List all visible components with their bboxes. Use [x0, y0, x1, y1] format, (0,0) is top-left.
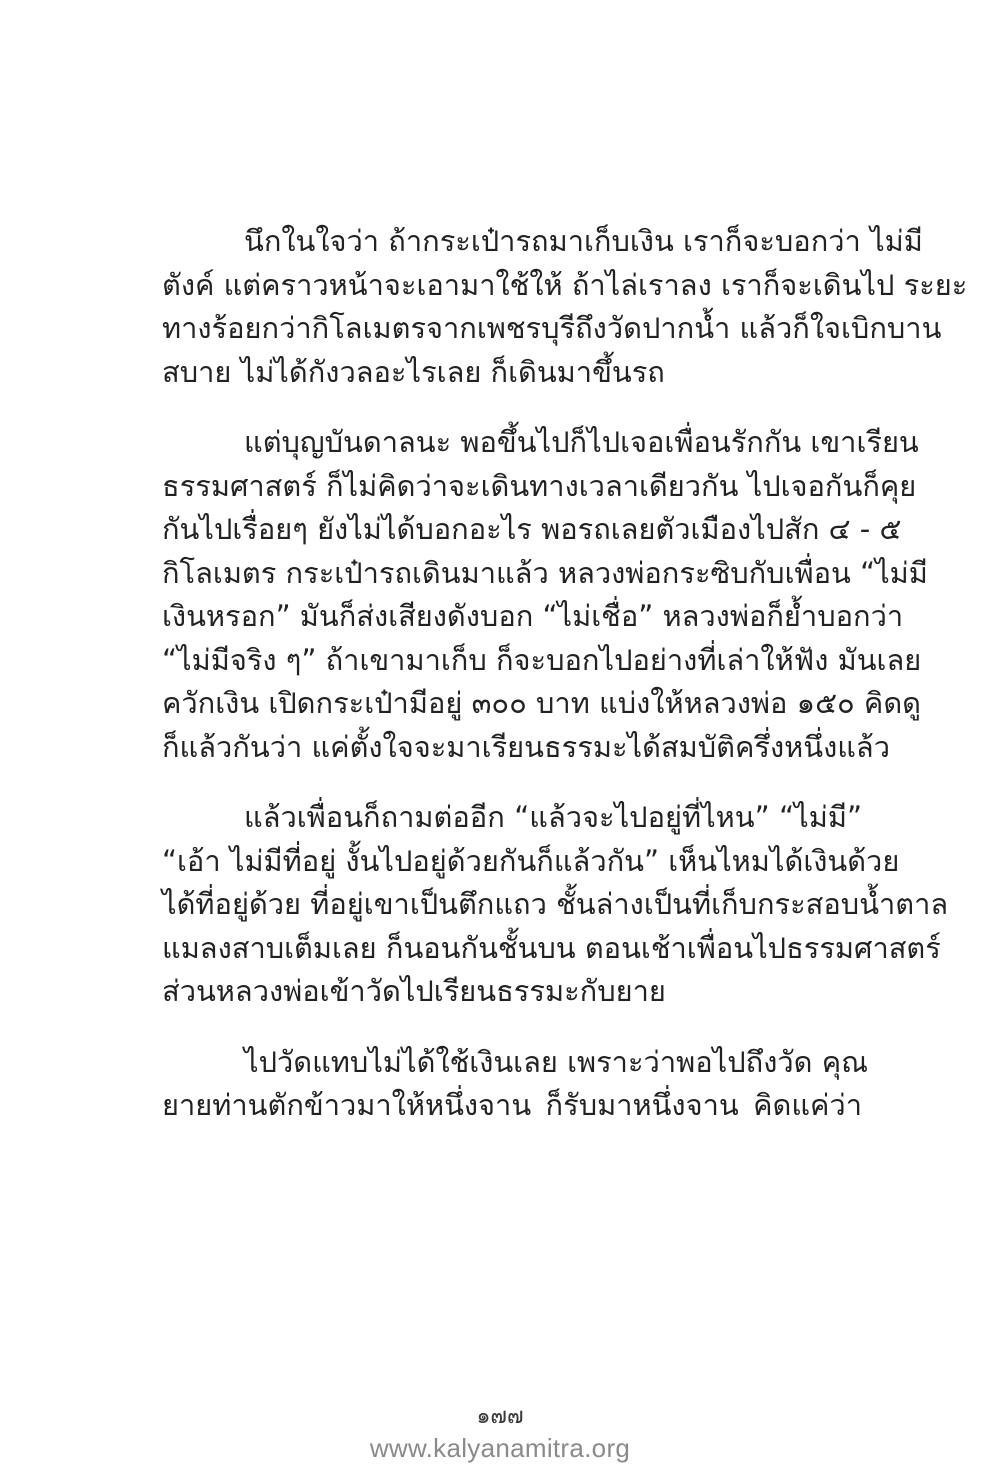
paragraph	[162, 421, 928, 769]
text-line: แมลงสาบเต็มเลย ก็นอนกันชั้นบน ตอนเช้าเพื่อนไปธรรมศาสตร์	[162, 930, 941, 965]
text-line: “เอ้า ไม่มีที่อยู่ งั้นไปอยู่ด้วยกันก็แล้วกัน” เห็นไหมได้เงินด้วย	[162, 843, 900, 878]
page-number: ๑๗๗	[476, 1404, 524, 1429]
text-line: กันไปเรื่อยๆ ยังไม่ได้บอกอะไร พอรถเลยตัวเมืองไปสัก ๔ - ๕	[162, 512, 902, 546]
text-line: ก็แล้วกันว่า แค่ตั้งใจจะมาเรียนธรรมะได้สมบัติครึ่งหนึ่งแล้ว	[162, 729, 890, 764]
paragraph	[162, 220, 968, 394]
text-line: ควักเงิน เปิดกระเป๋ามีอยู่ ๓๐๐ บาท แบ่งให้หลวงพ่อ ๑๕๐ คิดดู	[162, 686, 921, 720]
text-line: ทางร้อยกว่ากิโลเมตรจากเพชรบุรีถึงวัดปากน้ำ แล้วก็ใจเบิกบาน	[162, 311, 942, 345]
text-line: ได้ที่อยู่ด้วย ที่อยู่เขาเป็นตึกแถว ชั้นล่างเป็นที่เก็บกระสอบน้ำตาล	[162, 887, 949, 921]
text-line: ยายท่านตักข้าวมาให้หนึ่งจาน ก็รับมาหนึ่งจาน คิดแค่ว่า	[162, 1088, 862, 1122]
text-line: สบาย ไม่ได้กังวลอะไรเลย ก็เดินมาขึ้นรถ	[162, 354, 665, 389]
text-line: ธรรมศาสตร์ ก็ไม่คิดว่าจะเดินทางเวลาเดียวกัน ไปเจอกันก็คุย	[162, 468, 917, 503]
body-text	[162, 220, 968, 1155]
text-line: แต่บุญบันดาลนะ พอขึ้นไปก็ไปเจอเพื่อนรักกัน เขาเรียน	[244, 425, 919, 459]
text-line: เงินหรอก” มันก็ส่งเสียงดังบอก “ไม่เชื่อ” หลวงพ่อก็ย้ำบอกว่า	[162, 599, 904, 633]
paragraph	[162, 1041, 868, 1128]
text-line: ไปวัดแทบไม่ได้ใช้เงินเลย เพราะว่าพอไปถึงวัด คุณ	[244, 1044, 868, 1079]
text-line: ส่วนหลวงพ่อเข้าวัดไปเรียนธรรมะกับยาย	[162, 974, 666, 1008]
text-line: กิโลเมตร กระเป๋ารถเดินมาแล้ว หลวงพ่อกระซิบกับเพื่อน “ไม่มี	[162, 555, 928, 590]
paragraph	[162, 796, 949, 1014]
text-line: นึกในใจว่า ถ้ากระเป๋ารถมาเก็บเงิน เราก็จะบอกว่า ไม่มี	[244, 224, 923, 258]
text-line: ตังค์ แต่คราวหน้าจะเอามาใช้ให้ ถ้าไล่เราลง เราก็จะเดินไป ระยะ	[162, 267, 968, 302]
text-line: แล้วเพื่อนก็ถามต่ออีก “แล้วจะไปอยู่ที่ไหน” “ไม่มี”	[244, 800, 862, 834]
text-line: “ไม่มีจริง ๆ” ถ้าเขามาเก็บ ก็จะบอกไปอย่างที่เล่าให้ฟัง มันเลย	[162, 642, 922, 677]
footer-url: www.kalyanamitra.org	[369, 1433, 631, 1463]
